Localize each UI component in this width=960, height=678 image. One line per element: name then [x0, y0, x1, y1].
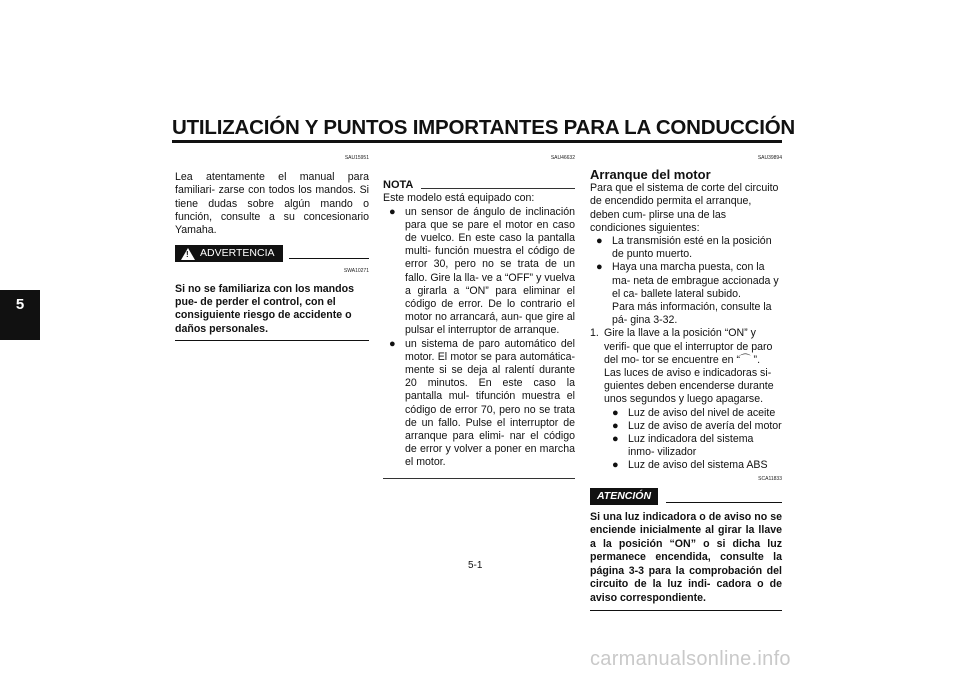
- column-2: [383, 152, 575, 479]
- step-item: 1. Gire la llave a la posición “ON” y verifi- que que el interruptor de paro del mo- tor se encuentre en “⌒ ”. Las luces de aviso e indicadoras si- guientes deben encenderse durante unos segundos y luego apagarse.: [590, 327, 774, 406]
- nota-rule: [421, 188, 575, 189]
- bullet-icon: ●: [389, 337, 396, 350]
- watermark: carmanualsonline.info: [590, 648, 791, 670]
- page-title: UTILIZACIÓN Y PUNTOS IMPORTANTES PARA LA CONDUCCIÓN: [172, 116, 796, 139]
- bullet-icon: ●: [612, 433, 619, 446]
- warning-label: ADVERTENCIA: [200, 247, 275, 260]
- caution-text: Si una luz indicadora o de aviso no se enciende inicialmente al girar la llave a la posición “ON” o si dicha luz permanece encendida, consulte la página 3-3 para la comprobación del circuito de la luz indi- cadora o de aviso correspondiente.: [590, 511, 782, 604]
- column-3: [590, 152, 782, 611]
- section-heading: Arranque del motor: [590, 167, 711, 183]
- warning-rule: [289, 258, 370, 259]
- warning-header: [175, 245, 369, 262]
- section-code: SAU15951: [344, 155, 369, 161]
- caution-rule: [666, 502, 782, 503]
- list-item: ● Luz de aviso del nivel de aceite: [612, 406, 776, 419]
- list-item: ● Luz de aviso del sistema ABS: [612, 459, 768, 472]
- warning-icon: !: [181, 248, 195, 260]
- list-item: ● un sensor de ángulo de inclinación para que se pare el motor en caso de vuelco. En este caso la pantalla multi- función muestra el código de error 30, pero no se trata de un fallo. Gire la lla- ve a “OFF” y vuelva a girarla a “ON” para eliminar el código de error. De lo contrario el motor no arrancará, aun- que gire al pulsar el interruptor de arranque.: [389, 205, 575, 337]
- caution-code: SCA11833: [758, 475, 782, 482]
- list-item: ● Luz indicadora del sistema inmo- vilizador: [612, 433, 754, 459]
- list-item: ● un sistema de paro automático del motor. El motor se para automática- mente si se deja al ralentí durante 20 minutos. En este caso la pantalla mul- tifunción muestra el código de error 70, pero no se trata de un fallo. Pulse el interruptor de arranque para elimi- nar el código de error y volver a poner en marcha el motor.: [389, 337, 575, 469]
- column-1: [175, 152, 369, 341]
- warning-end-rule: [175, 340, 369, 341]
- section-code: SAU39894: [757, 155, 782, 161]
- light-list: [612, 407, 782, 473]
- list-item: ● Haya una marcha puesta, con la ma- neta de embrague accionada y el ca- ballete lateral subido. Para más información, consulte la pá- gina 3-32.: [596, 261, 779, 327]
- nota-end-rule: [383, 478, 575, 479]
- nota-label: NOTA: [383, 179, 414, 192]
- bullet-icon: ●: [612, 419, 619, 432]
- caution-header: [590, 488, 782, 505]
- section-code: SAU46632: [550, 155, 575, 161]
- bullet-icon: ●: [612, 406, 619, 419]
- warning-text: Si no se familiariza con los mandos pue- de perder el control, con el consiguiente riesgo de accidente o daños personales.: [175, 282, 354, 335]
- list-item: ● La transmisión esté en la posición de punto muerto.: [596, 235, 772, 261]
- list-item: ● Luz de aviso de avería del motor: [612, 419, 782, 432]
- caution-end-rule: [590, 610, 782, 611]
- page-number: 5-1: [468, 560, 483, 571]
- bullet-icon: ●: [612, 459, 619, 472]
- nota-header: [383, 179, 575, 192]
- caution-badge: ATENCIÓN: [590, 488, 658, 505]
- title-rule: [172, 140, 782, 143]
- intro-paragraph: Lea atentamente el manual para familiari- zarse con todos los mandos. Si tiene dudas sobre algún mando o función, consulte a su concesionario Yamaha.: [175, 171, 369, 237]
- nota-intro: Este modelo está equipado con:: [383, 192, 535, 205]
- bullet-icon: ●: [596, 261, 603, 274]
- bullet-icon: ●: [596, 235, 603, 248]
- warning-badge: [175, 245, 283, 262]
- chapter-tab: 5: [0, 290, 40, 340]
- intro-paragraph: Para que el sistema de corte del circuito de encendido permita el arranque, deben cum- plirse una de las condiciones siguientes:: [590, 182, 779, 234]
- bullet-icon: ●: [389, 205, 396, 218]
- warning-code: SWA10271: [343, 268, 369, 275]
